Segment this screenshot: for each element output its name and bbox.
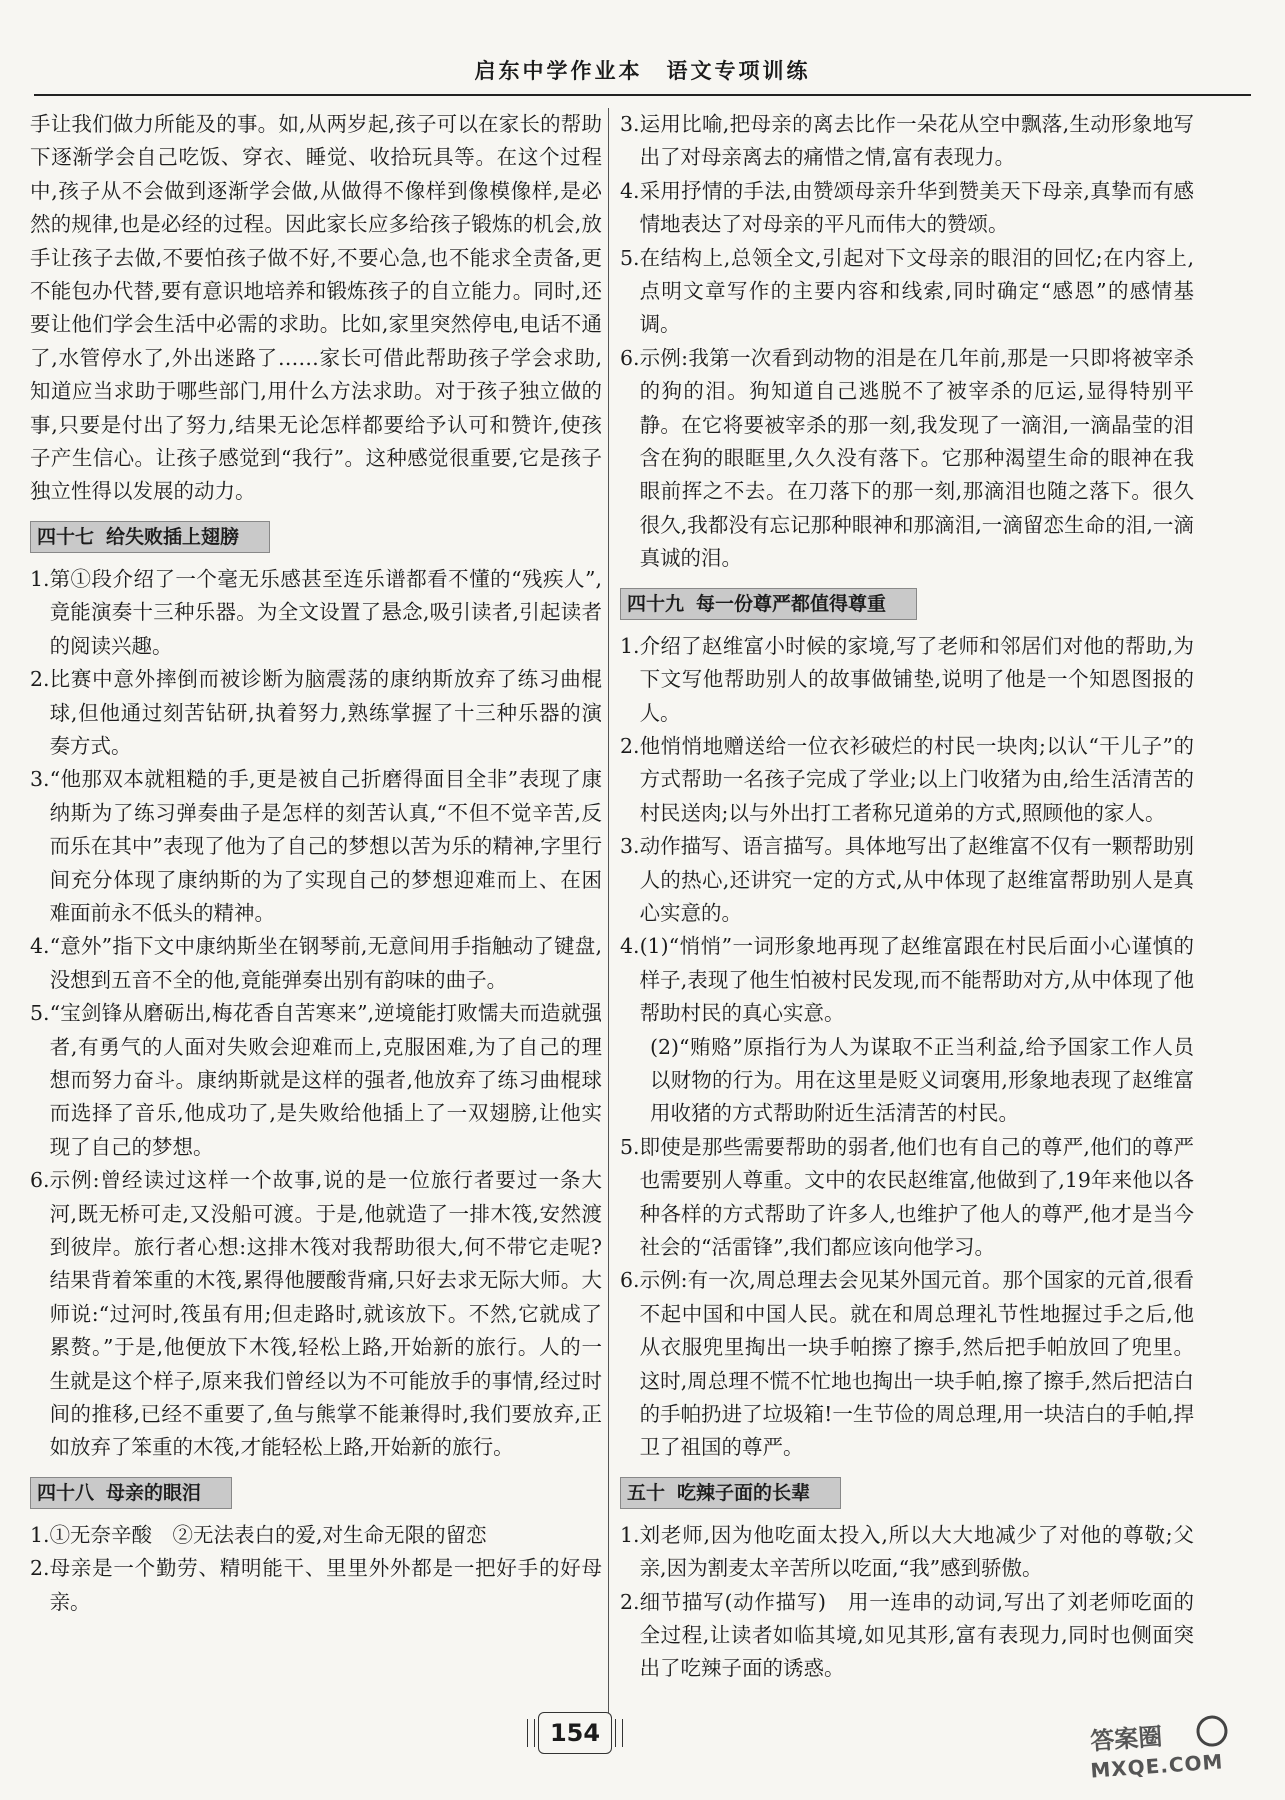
section-heading-50 (620, 1477, 841, 1509)
section-heading-49 (620, 588, 917, 620)
answer-item: 3. 动作描写、语言描写。具体地写出了赵维富不仅有一颗帮助别人的热心,还讲究一定的方式,从中体现了赵维富帮助别人是真心实意的。 (620, 834, 1194, 925)
header-title: 启东中学作业本 语文专项训练 (474, 58, 811, 83)
answer-subitem: (2)“贿赂”原指行为人为谋取不正当利益,给予国家工作人员以财物的行为。用在这里是贬义词褒用,形象地表现了赵维富用收猪的方式帮助附近生活清苦的村民。 (650, 1034, 1194, 1126)
answer-item: 5. 在结构上,总领全文,引起对下文母亲的眼泪的回忆;在内容上,点明文章写作的主要内容和线索,同时确定“感恩”的感情基调。 (620, 245, 1194, 337)
answer-item: 1. 介绍了赵维富小时候的家境,写了老师和邻居们对他的帮助,为下文写他帮助别人的故事做铺垫,说明了他是一个知恩图报的人。 (620, 633, 1194, 725)
left-column (30, 108, 602, 1619)
answer-item: 5. 即使是那些需要帮助的弱者,他们也有自己的尊严,他们的尊严也需要别人尊重。文中的农民赵维富,他做到了,19年来他以各种各样的方式帮助了许多人,也维护了他人的尊严,他才是当今社会的“活雷锋”,我们都应该向他学习。 (620, 1134, 1194, 1259)
section-title: 母亲的眼泪 (106, 1481, 202, 1504)
answer-item: 1. 刘老师,因为他吃面太投入,所以大大地减少了对他的尊敬;父亲,因为割麦太辛苦所以吃面,“我”感到骄傲。 (620, 1522, 1194, 1581)
answer-item: 6. 示例:我第一次看到动物的泪是在几年前,那是一只即将被宰杀的狗的泪。狗知道自己逃脱不了被宰杀的厄运,显得特别平静。在它将要被宰杀的那一刻,我发现了一滴泪,一滴晶莹的泪含在狗的眼眶里,久久没有落下。它那种渴望生命的眼神在我眼前挥之不去。在刀落下的那一刻,那滴泪也随之落下。很久很久,我都没有忘记那种眼神和那滴泪,一滴留恋生命的泪,一滴真诚的泪。 (620, 345, 1194, 571)
section-number: 四十八 (37, 1481, 95, 1504)
section-heading-48 (30, 1477, 232, 1509)
section-title: 每一份尊严都值得尊重 (696, 592, 887, 615)
answer-item: 2. 母亲是一个勤劳、精明能干、里里外外都是一把好手的好母亲。 (30, 1556, 602, 1614)
right-column (620, 108, 1194, 1686)
answer-item: 2. 他悄悄地赠送给一位衣衫破烂的村民一块肉;以认“干儿子”的方式帮助一名孩子完成了学业;以上门收猪为由,给生活清苦的村民送肉;以与外出打工者称兄道弟的方式,照顾他的家人。 (620, 733, 1194, 825)
answer-item: 3. “他那双本就粗糙的手,更是被自己折磨得面目全非”表现了康纳斯为了练习弹奏曲子是怎样的刻苦认真,“不但不觉辛苦,反而乐在其中”表现了他为了自己的梦想以苦为乐的精神,字里行间充分体现了康纳斯的为了实现自己的梦想迎难而上、在困难面前永不低头的精神。 (30, 767, 602, 925)
answer-item: 6. 示例:有一次,周总理去会见某外国元首。那个国家的元首,很看不起中国和中国人民。就在和周总理礼节性地握过手之后,他从衣服兜里掏出一块手帕擦了擦手,然后把手帕放回了兜里。这时,周总理不慌不忙地也掏出一块手帕,擦了擦手,然后把洁白的手帕扔进了垃圾箱!一生节俭的周总理,用一块洁白的手帕,捍卫了祖国的尊严。 (620, 1268, 1194, 1460)
watermark-logo (1083, 1710, 1257, 1784)
page-number: 154 (538, 1712, 612, 1754)
answer-item: 3. 运用比喻,把母亲的离去比作一朵花从空中飘落,生动形象地写出了对母亲离去的痛惜之情,富有表现力。 (620, 112, 1194, 170)
section-number: 四十七 (37, 525, 95, 548)
answer-item: 4. (1)“悄悄”一词形象地再现了赵维富跟在村民后面小心谨慎的样子,表现了他生怕被村民发现,而不能帮助对方,从中体现了他帮助村民的真心实意。 (620, 934, 1194, 1026)
section-number: 四十九 (627, 592, 685, 615)
watermark-top-text: 答案圈 (1089, 1722, 1164, 1756)
answer-item: 6. 示例:曾经读过这样一个故事,说的是一位旅行者要过一条大河,既无桥可走,又没船可渡。于是,他就造了一排木筏,安然渡到彼岸。旅行者心想:这排木筏对我帮助很大,何不带它走呢?结果背着笨重的木筏,累得他腰酸背痛,只好去求无际大师。大师说:“过河时,筏虽有用;但走路时,就该放下。不然,它就成了累赘。”于是,他便放下木筏,轻松上路,开始新的旅行。人的一生就是这个样子,原来我们曾经以为不可能放手的事情,经过时间的推移,已经不重要了,鱼与熊掌不能兼得时,我们要放弃,正如放弃了笨重的木筏,才能轻松上路,开始新的旅行。 (30, 1168, 602, 1460)
section-title: 吃辣子面的长辈 (677, 1481, 811, 1504)
page-header (34, 58, 1251, 96)
section-title: 给失败插上翅膀 (106, 525, 240, 548)
watermark-bottom-text: MXQE.COM (1089, 1749, 1225, 1783)
intro-paragraph: 手让我们做力所能及的事。如,从两岁起,孩子可以在家长的帮助下逐渐学会自己吃饭、穿衣、睡觉、收拾玩具等。在这个过程中,孩子从不会做到逐渐学会做,从做得不像样到像模像样,是必然的规律,也是必经的过程。因此家长应多给孩子锻炼的机会,放手让孩子去做,不要怕孩子做不好,不要心急,也不能求全责备,更不能包办代替,要有意识地培养和锻炼孩子的自立能力。同时,还要让他们学会生活中必需的求助。比如,家里突然停电,电话不通了,水管停水了,外出迷路了……家长可借此帮助孩子学会求助,知道应当求助于哪些部门,用什么方法求助。对于孩子独立做的事,只要是付出了努力,结果无论怎样都要给予认可和赞许,使孩子产生信心。让孩子感觉到“我行”。这种感觉很重要,它是孩子独立性得以发展的动力。 (30, 112, 602, 504)
answer-item: 4. 采用抒情的手法,由赞颂母亲升华到赞美天下母亲,真挚而有感情地表达了对母亲的平凡而伟大的赞颂。 (620, 178, 1194, 237)
answer-item: 2. 比赛中意外摔倒而被诊断为脑震荡的康纳斯放弃了练习曲棍球,但他通过刻苦钻研,执着努力,熟练掌握了十三种乐器的演奏方式。 (30, 667, 602, 758)
answer-item: 1. ①无奈辛酸 ②无法表白的爱,对生命无限的留恋 (30, 1522, 487, 1547)
answer-item: 1. 第①段介绍了一个毫无乐感甚至连乐谱都看不懂的“残疾人”,竟能演奏十三种乐器。为全文设置了悬念,吸引读者,引起读者的阅读兴趣。 (30, 566, 602, 658)
section-number: 五十 (627, 1481, 666, 1504)
answer-item: 5. “宝剑锋从磨砺出,梅花香自苦寒来”,逆境能打败懦夫而造就强者,有勇气的人面对失败会迎难而上,克服困难,为了自己的理想而努力奋斗。康纳斯就是这样的强者,他放弃了练习曲棍球而选择了音乐,他成功了,是失败给他插上了一双翅膀,让他实现了自己的梦想。 (30, 1001, 602, 1159)
answer-item: 4. “意外”指下文中康纳斯坐在钢琴前,无意间用手指触动了键盘,没想到五音不全的他,竟能弹奏出别有韵味的曲子。 (30, 934, 602, 992)
column-divider (608, 108, 609, 1728)
answer-item: 2. 细节描写(动作描写) 用一连串的动词,写出了刘老师吃面的全过程,让读者如临其境,如见其形,富有表现力,同时也侧面突出了吃辣子面的诱惑。 (620, 1589, 1194, 1681)
section-heading-47 (30, 521, 270, 553)
